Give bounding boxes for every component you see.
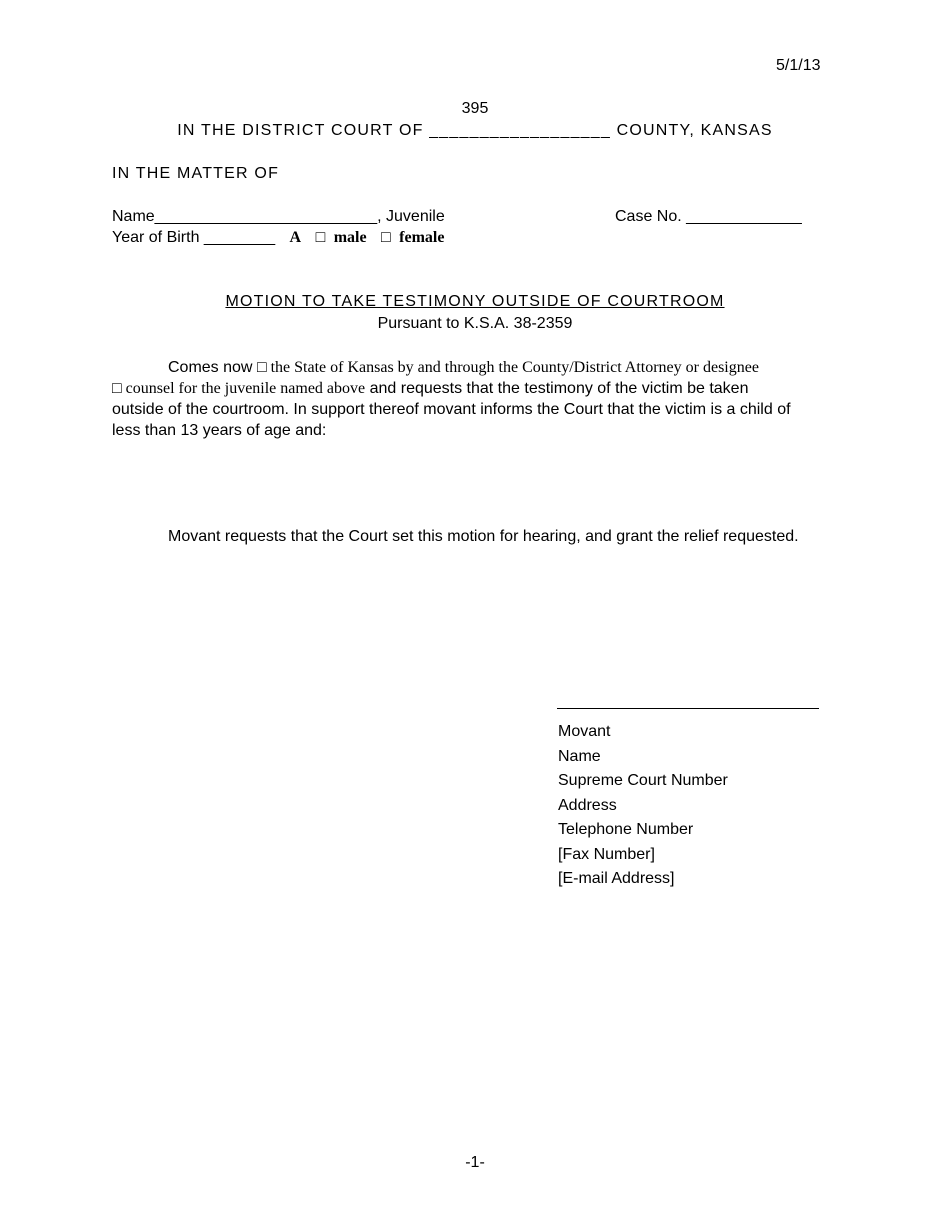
form-date: 5/1/13 (776, 57, 821, 74)
year-of-birth-field: Year of Birth ________ (112, 229, 276, 246)
hearing-request: Movant requests that the Court set this motion for hearing, and grant the relief requested. (168, 528, 799, 545)
signature-email: [E-mail Address] (558, 870, 675, 887)
female-label: female (399, 229, 445, 246)
signature-fax: [Fax Number] (558, 845, 655, 863)
signature-movant: Movant (558, 723, 611, 740)
motion-title-wrap (0, 293, 950, 311)
counsel-option: □ counsel for the juvenile named above (112, 380, 366, 397)
court-heading: IN THE DISTRICT COURT OF __________________ COUNTY, KANSAS (177, 122, 773, 139)
signature-block (558, 720, 728, 892)
state-option: □ the State of Kansas by and through the County/District Attorney or designee (256, 359, 759, 376)
signature-line (557, 708, 819, 709)
matter-label: IN THE MATTER OF (112, 165, 280, 182)
juvenile-name-field: Name_________________________, Juvenile (112, 208, 445, 225)
body-line-2: and requests that the testimony of the victim be taken (369, 380, 749, 397)
motion-body (112, 357, 842, 441)
male-checkbox[interactable]: □ (315, 229, 326, 246)
motion-title: MOTION TO TAKE TESTIMONY OUTSIDE OF COURTROOM (225, 293, 725, 310)
body-line-4: less than 13 years of age and: (112, 422, 327, 439)
body-line-3: outside of the courtroom. In support thereof movant informs the Court that the victim is a child of (112, 401, 791, 418)
signature-name: Name (558, 747, 601, 765)
male-label: male (333, 229, 367, 246)
a-label: A (289, 229, 302, 246)
signature-telephone: Telephone Number (558, 821, 694, 838)
female-checkbox[interactable]: □ (381, 229, 391, 246)
signature-court-number: Supreme Court Number (558, 772, 728, 789)
page-number: -1- (465, 1154, 485, 1171)
birth-gender-row (112, 229, 444, 247)
case-number-field: Case No. _____________ (615, 208, 802, 225)
comes-now-text: Comes now (168, 359, 253, 376)
signature-address: Address (558, 796, 617, 814)
form-number: 395 (461, 100, 489, 117)
statute-reference: Pursuant to K.S.A. 38-2359 (377, 315, 573, 332)
